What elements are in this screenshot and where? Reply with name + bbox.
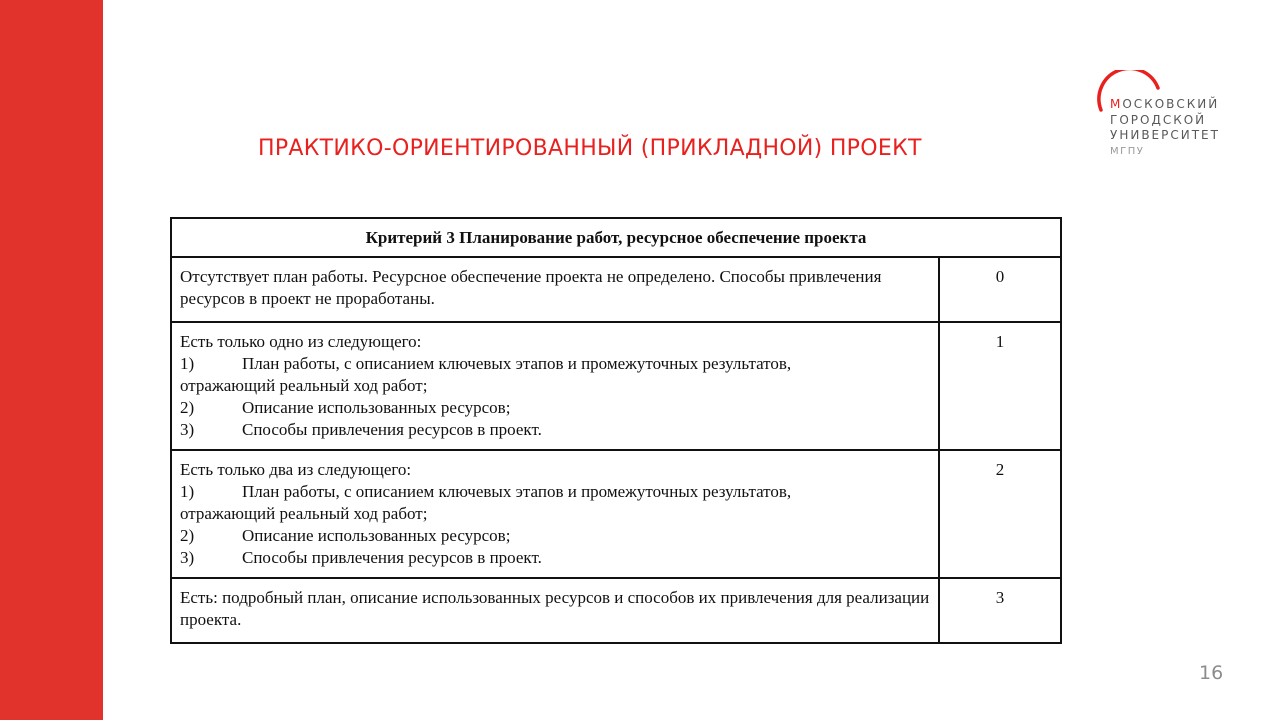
row-score: 3	[939, 578, 1061, 643]
row-description	[171, 322, 939, 450]
slide-title: ПРАКТИКО-ОРИЕНТИРОВАННЫЙ (ПРИКЛАДНОЙ) ПРОЕКТ	[258, 136, 922, 161]
table-row	[171, 578, 1061, 643]
table-row	[171, 257, 1061, 322]
table-row	[171, 322, 1061, 450]
row-score: 1	[939, 322, 1061, 450]
list-item: 3) Способы привлечения ресурсов в проект.	[180, 420, 542, 439]
list-item: 2) Описание использованных ресурсов;	[180, 398, 511, 417]
list-item: 1) План работы, с описанием ключевых этапов и промежуточных результатов,	[180, 354, 792, 373]
row-intro: Есть только два из следующего:	[180, 460, 412, 479]
left-accent-bar	[0, 0, 103, 720]
list-item-continuation: отражающий реальный ход работ;	[180, 376, 428, 395]
table-header: Критерий 3 Планирование работ, ресурсное обеспечение проекта	[171, 218, 1061, 257]
row-description: Есть: подробный план, описание использованных ресурсов и способов их привлечения для реализации проекта.	[171, 578, 939, 643]
page-number: 16	[1199, 662, 1224, 684]
row-score: 0	[939, 257, 1061, 322]
logo-text	[1110, 97, 1220, 159]
list-item: 3) Способы привлечения ресурсов в проект.	[180, 548, 542, 567]
row-description: Отсутствует план работы. Ресурсное обеспечение проекта не определено. Способы привлечения ресурсов в проект не проработаны.	[171, 257, 939, 322]
list-item: 2) Описание использованных ресурсов;	[180, 526, 511, 545]
university-logo	[1092, 70, 1232, 170]
table-header-row	[171, 218, 1061, 257]
logo-line-1: МОСКОВСКИЙ	[1110, 97, 1220, 111]
logo-line-3: УНИВЕРСИТЕТ	[1110, 128, 1220, 142]
row-score: 2	[939, 450, 1061, 578]
criteria-table-container	[170, 217, 1062, 629]
table-row	[171, 450, 1061, 578]
row-description	[171, 450, 939, 578]
logo-line-4: МГПУ	[1110, 145, 1145, 157]
criteria-table	[170, 217, 1062, 644]
logo-line-2: ГОРОДСКОЙ	[1110, 112, 1207, 127]
list-item: 1) План работы, с описанием ключевых этапов и промежуточных результатов,	[180, 482, 792, 501]
list-item-continuation: отражающий реальный ход работ;	[180, 504, 428, 523]
row-intro: Есть только одно из следующего:	[180, 332, 422, 351]
